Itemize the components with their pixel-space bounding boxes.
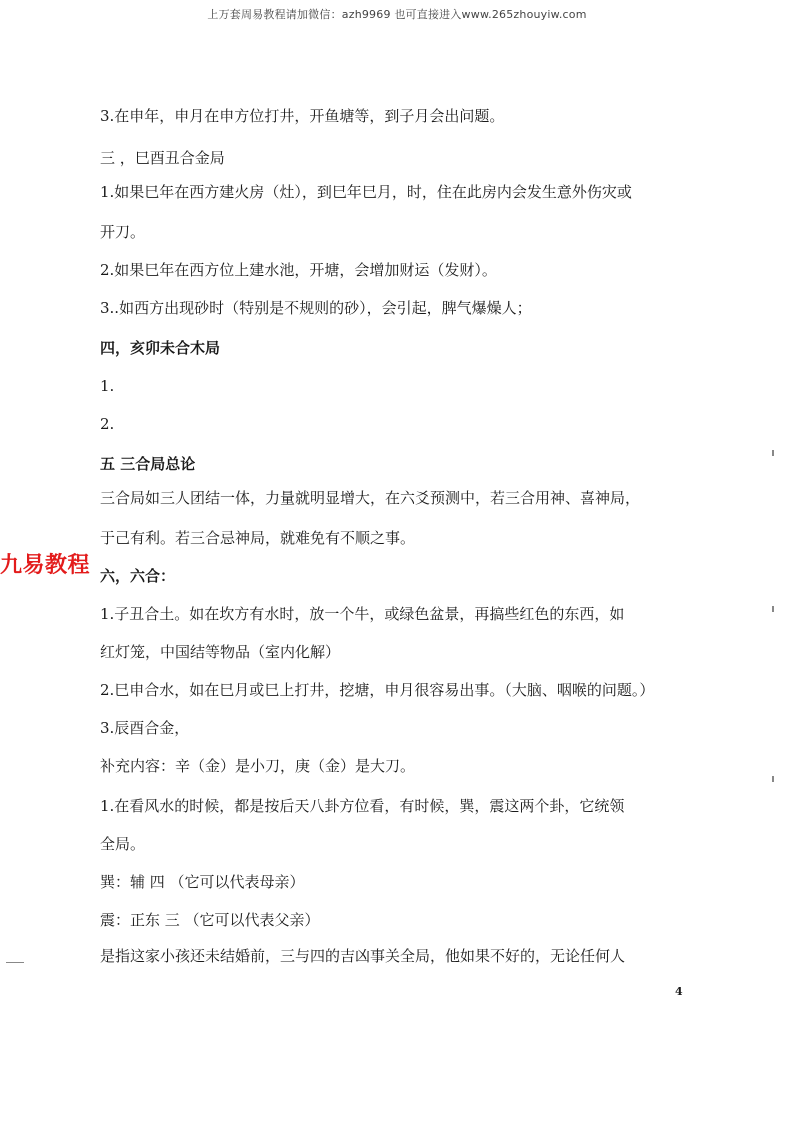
- text-line: 是指这家小孩还未结婚前，三与四的吉凶事关全局，他如果不好的，无论任何人: [100, 947, 626, 965]
- text-line: 1.: [100, 377, 115, 395]
- text-line: 2.如果巳年在西方位上建水池，开塘，会增加财运（发财）。: [100, 261, 497, 279]
- text-line: 3.在申年，申月在申方位打井，开鱼塘等，到子月会出问题。: [100, 107, 505, 125]
- text-line: 2.巳申合水，如在巳月或巳上打井，挖塘，申月很容易出事。（大脑、咽喉的问题。）: [100, 681, 655, 699]
- text-line: 1.如果巳年在西方建火房（灶），到巳年巳月，时，住在此房内会发生意外伤灾或: [100, 183, 632, 201]
- section-heading: 五 三合局总论: [100, 455, 196, 473]
- text-line: 震：正东 三 （它可以代表父亲）: [100, 911, 320, 929]
- text-line: 1.子丑合土。如在坎方有水时，放一个牛，或绿色盆景，再搞些红色的东西，如: [100, 605, 625, 623]
- scan-mark: [772, 606, 774, 612]
- text-line: 巽：辅 四 （它可以代表母亲）: [100, 873, 305, 891]
- text-line: 2.: [100, 415, 115, 433]
- text-line: 开刀。: [100, 223, 146, 241]
- text-line: 3..如西方出现砂时（特别是不规则的砂），会引起，脾气爆燥人；: [100, 299, 532, 317]
- text-line: 1.在看风水的时候，都是按后天八卦方位看，有时候，巽，震这两个卦，它统领: [100, 797, 625, 815]
- text-line: 全局。: [100, 835, 146, 853]
- text-line: 红灯笼，中国结等物品（室内化解）: [100, 643, 341, 661]
- text-line: 于己有利。若三合忌神局，就难免有不顺之事。: [100, 529, 416, 547]
- page-number: 4: [675, 985, 683, 998]
- header-banner: 上万套周易教程请加微信：azh9969 也可直接进入www.265zhouyiw.com: [207, 8, 587, 21]
- scan-mark: [6, 962, 24, 963]
- scan-mark: [772, 450, 774, 456]
- section-heading: 四，亥卯未合木局: [100, 339, 221, 357]
- scan-mark: [772, 776, 774, 782]
- text-line: 三合局如三人团结一体，力量就明显增大，在六爻预测中，若三合用神、喜神局，: [100, 489, 641, 507]
- section-heading: 三 ，巳酉丑合金局: [100, 149, 225, 167]
- section-heading: 六，六合：: [100, 567, 176, 585]
- watermark-logo: 九易教程: [0, 553, 91, 578]
- text-line: 3.辰酉合金，: [100, 719, 190, 737]
- text-line: 补充内容：辛（金）是小刀，庚（金）是大刀。: [100, 757, 416, 775]
